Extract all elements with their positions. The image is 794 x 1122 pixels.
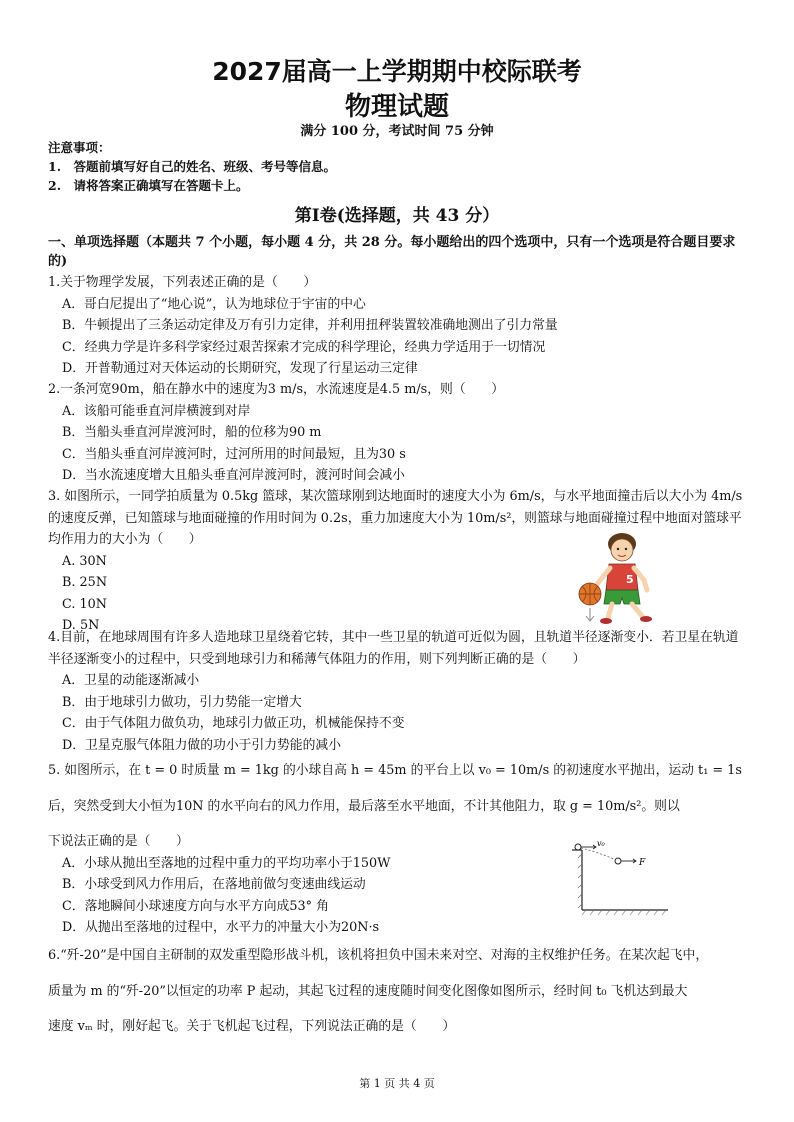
option-d: D. 5N	[62, 618, 100, 633]
notice-block	[48, 138, 336, 195]
question-stem: 3. 如图所示，一同学拍质量为 0.5kg 篮球，某次篮球刚到达地面时的速度大小为 6m/s，与水平地面撞击后以大小为 4m/s 的速度反弹，已知篮球与地面碰撞的作用时间为 0.2s，重力加速度大小为 10m/s²，则篮球与地面碰撞过程中地面对篮球平均作用力的大小为（ ）	[48, 489, 743, 547]
option-a: A．小球从抛出至落地的过程中重力的平均功率小于150W	[62, 855, 391, 871]
question-stem: 4.目前，在地球周围有许多人造地球卫星绕着它转，其中一些卫星的轨道可近似为圆，且轨道半径逐渐变小．若卫星在轨道半径逐渐变小的过程中，只受到地球引力和稀薄气体阻力的作用，则下列判断正确的是（ ）	[48, 630, 739, 667]
option-b: B．牛顿提出了三条运动定律及万有引力定律，并利用扭秤装置较准确地测出了引力常量	[62, 318, 558, 333]
option-c: C．当船头垂直河岸渡河时，过河所用的时间最短，且为30 s	[62, 446, 406, 462]
option-a: A．卫星的动能逐渐减小	[62, 673, 200, 688]
option-b: B. 25N	[62, 575, 108, 590]
option-b: B．小球受到风力作用后，在落地前做匀变速曲线运动	[62, 877, 366, 892]
exam-subject: 物理试题	[344, 92, 449, 122]
ball-wind	[615, 858, 621, 864]
question-stem: 2.一条河宽90m，船在静水中的速度为3 m/s，水流速度是4.5 m/s，则（ ）	[48, 382, 505, 397]
option-d: D．当水流速度增大且船头垂直河岸渡河时，渡河时间会减小	[62, 468, 405, 483]
exam-info: 满分 100 分，考试时间 75 分钟	[300, 124, 494, 139]
option-d: D．从抛出至落地的过程中，水平力的冲量大小为20N·s	[62, 920, 380, 935]
basketball-player-figure	[572, 528, 672, 628]
question-stem-line: 后，突然受到大小恒为10N 的水平向右的风力作用，最后落至水平地面，不计其他阻力，取 g = 10m/s²。则以	[48, 798, 680, 814]
section-title: 第I卷(选择题，共 43 分）	[294, 206, 500, 226]
shorts-shape	[604, 590, 640, 604]
question-1	[48, 272, 748, 380]
platform-projectile-figure	[568, 838, 678, 918]
option-c: C. 10N	[62, 596, 107, 612]
shirt-number: 5	[626, 573, 634, 586]
notice-item: 2. 请将答案正确填写在答题卡上。	[48, 178, 249, 193]
question-stem: 1.关于物理学发展，下列表述正确的是（ ）	[48, 275, 317, 290]
force-label: F	[639, 858, 646, 868]
notice-item: 1. 答题前填写好自己的姓名、班级、考号等信息。	[48, 159, 337, 174]
question-stem-line: 下说法正确的是（ ）	[48, 834, 189, 849]
exam-title: 2027届高一上学期期中校际联考	[212, 57, 582, 86]
question-stem-line: 质量为 m 的“歼-20”以恒定的功率 P 起动，其起飞过程的速度随时间变化图像如图所示，经时间 t₀ 飞机达到最大	[48, 983, 688, 999]
option-a: A．该船可能垂直河岸横渡到对岸	[62, 403, 251, 419]
face-shape	[611, 539, 633, 561]
question-stem-line: 速度 vₘ 时，刚好起飞。关于飞机起飞过程，下列说法正确的是（ ）	[48, 1019, 456, 1034]
trajectory-path	[581, 848, 616, 860]
notice-heading: 注意事项：	[48, 140, 111, 155]
option-b: B．当船头垂直河岸渡河时，船的位移为90 m	[62, 425, 322, 440]
question-stem-line: 6.“歼-20”是中国自主研制的双发重型隐形战斗机，该机将担负中国未来对空、对海的主权维护任务。在某次起飞中，	[48, 948, 709, 963]
option-d: D．开普勒通过对天体运动的长期研究，发现了行星运动三定律	[62, 361, 418, 376]
question-6	[48, 945, 748, 1038]
velocity-label: v₀	[597, 839, 605, 848]
option-a: A．哥白尼提出了“地心说”，认为地球位于宇宙的中心	[62, 296, 366, 312]
down-arrow-icon	[586, 608, 594, 621]
option-c: C．由于气体阻力做负功，地球引力做正功，机械能保持不变	[62, 716, 405, 731]
option-c: C．落地瞬间小球速度方向与水平方向成53° 角	[62, 898, 329, 914]
option-a: A. 30N	[62, 553, 107, 569]
page-footer: 第 1 页 共 4 页	[359, 1077, 435, 1090]
question-4	[48, 627, 748, 756]
option-b: B．由于地球引力做功，引力势能一定增大	[62, 694, 302, 710]
option-d: D．卫星克服气体阻力做的功小于引力势能的减小	[62, 737, 341, 753]
ball-start	[575, 844, 581, 850]
question-stem-line: 5. 如图所示，在 t = 0 时质量 m = 1kg 的小球自高 h = 45m 的平台上以 v₀ = 10m/s 的初速度水平抛出，运动 t₁ = 1s	[48, 763, 742, 778]
section-instruction: 一、单项选择题（本题共 7 个小题，每小题 4 分，共 28 分。每小题给出的四个选项中，只有一个选项是符合题目要求的)	[48, 235, 736, 269]
option-c: C．经典力学是许多科学家经过艰苦探索才完成的科学理论，经典力学适用于一切情况	[62, 339, 546, 355]
question-2	[48, 379, 748, 487]
